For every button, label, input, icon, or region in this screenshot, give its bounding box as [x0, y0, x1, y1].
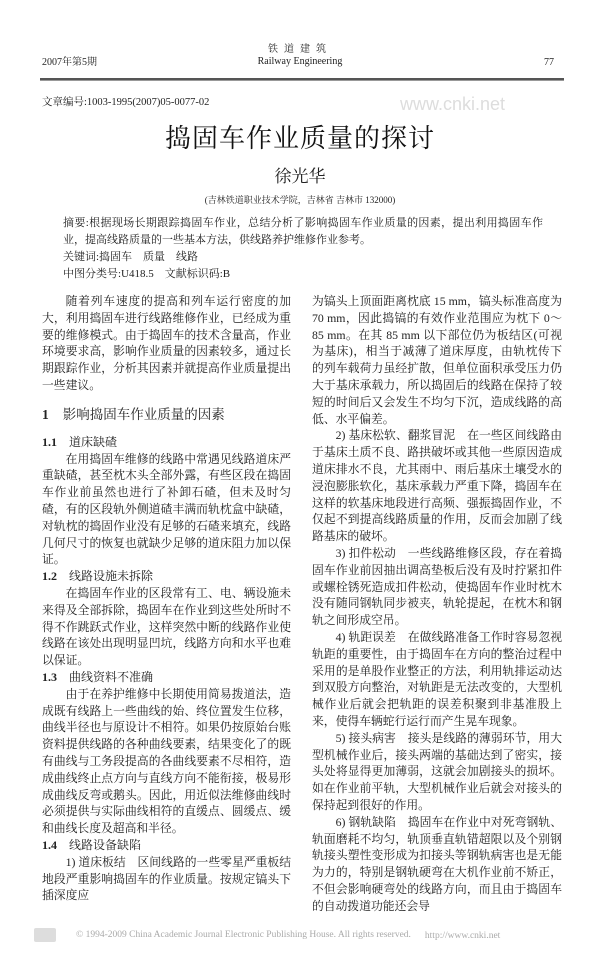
paragraph — [312, 427, 562, 545]
watermark: www.cnki.net — [400, 94, 506, 114]
subsection-title: 曲线资料不准确 — [69, 669, 154, 684]
subsection-number: 1.3 — [42, 669, 57, 684]
item-lead: 6) 钢轨缺陷 — [335, 814, 396, 829]
item-lead: 1) 道床板结 — [65, 854, 126, 869]
item-text: 在一些区间线路由于基床土质不良、路拱破坏或其他一些原因造成道床排水不良，尤其雨中、雨后基床土壤受水的浸泡膨胀软化，基床承载力严重下降，捣固车在这样的软基床地段进行高频、强振捣固作业，不仅起不到提高线路质量的作用，反而会加剧了线路基床的破坏。 — [312, 428, 562, 544]
paragraph: 由于在养护维修中长期使用简易拨道法，造成既有线路上一些曲线的始、终位置发生位移，曲线半径也与原设计不相符。如果仍按原始台账资料提供线路的各种曲线要素，结果变化了的既有曲线与工务段提高的各曲线要素不尽相符，造成曲线终止点方向与直线方向不能衔接，极易形成曲线反弯或鹅头。因此，用近似法维修曲线时必须提供与实际曲线相符的直缓点、圆缓点、缓和曲线长度及超高和半径。 — [42, 686, 291, 836]
subsection-heading — [42, 568, 291, 585]
footer — [0, 914, 600, 956]
subsection-number: 1.2 — [42, 569, 57, 584]
paper-title: 捣固车作业质量的探讨 — [164, 124, 435, 153]
paragraph: 在用捣固车维修的线路中常遇见线路道床严重缺碴，甚至枕木头全部外露，有些区段在捣固车作业前虽然也进行了补卸石碴，但未及时匀碴，有的区段轨外侧道碴丰满而轨枕盒中缺碴，对轨枕的捣固作业没有足够的石碴来填充，线路几何尺寸的恢复也就缺少足够的道床阻力加以保证。 — [42, 451, 291, 567]
paragraph — [312, 814, 562, 915]
journal-name-cn: 铁道建筑 — [268, 44, 332, 55]
subsection-title: 线路设备缺陷 — [69, 837, 142, 852]
item-lead: 5) 接头病害 — [335, 730, 396, 745]
header-rule — [40, 78, 564, 81]
affiliation: (吉林铁道职业技术学院，吉林省 吉林市 132000) — [204, 195, 396, 205]
paragraph: 在捣固车作业的区段常有工、电、辆设施未来得及全部拆除，捣固车在作业到这些处所时不得不作跳跃式作业，这样突然中断的线路作业使线路在该处出现明显凹坑，线路方向和水平也难以保证。 — [42, 585, 291, 668]
subsection-title: 道床缺碴 — [69, 434, 118, 449]
copyright-text: © 1994-2009 China Academic Journal Electronic Publishing House. All rights reserved. — [76, 930, 411, 941]
left-column — [42, 293, 291, 904]
paragraph — [312, 545, 562, 629]
item-text: 接头是线路的薄弱环节，用大型机械作业后，接头两端的基础达到了密实，接头处将显得更加薄弱，这就会加剧接头的损坏。如在作业前平轨，大型机械作业后就会对接头的保持起到很好的作用。 — [312, 730, 562, 812]
subsection-number: 1.1 — [42, 434, 57, 449]
item-text: 区间线路的一些零星严重板结地段严重影响捣固车的作业质量。按规定镐头下插深度应 — [42, 854, 291, 903]
item-lead: 4) 轨距误差 — [335, 629, 396, 644]
body-columns — [42, 293, 600, 914]
subsection-heading — [42, 434, 291, 451]
subsection-heading — [42, 669, 291, 686]
classification: 中图分类号:U418.5 文献标识码:B — [63, 268, 231, 280]
subsection-title: 线路设施未拆除 — [69, 569, 154, 584]
item-text: 捣固车在作业中对死弯钢轨、轨面磨耗不均匀，轨顶垂直轨错超限以及个别钢轨接头塑性变形成为扣接头等钢轨病害也是无能为力的，特别是钢轨硬弯在大机作业前不矫正，不但会影响硬弯处的线路方向，而且由于捣固车的自动拨道功能还会导 — [312, 814, 562, 913]
subsection-heading — [42, 837, 291, 854]
subsection-number: 1.4 — [42, 837, 57, 852]
journal-issue: 2007年第5期 — [42, 57, 97, 68]
paragraph — [312, 629, 562, 730]
section-heading — [42, 406, 291, 424]
paragraph — [312, 730, 562, 814]
page-number: 77 — [544, 57, 554, 68]
keywords: 关键词:捣固车 质量 线路 — [63, 251, 199, 263]
footer-link[interactable]: http://www.cnki.net — [424, 930, 501, 941]
article-number: 文章编号:1003-1995(2007)05-0077-02 — [42, 97, 210, 108]
journal-name — [200, 44, 400, 68]
paragraph — [42, 854, 291, 904]
cnki-logo-icon — [34, 928, 56, 942]
item-text: 在做线路准备工作时容易忽视轨距的重要性，由于捣固车在方向的整治过程中采用的是单股作业整正的方法，利用轨排运动达到双股方向整治，对轨距是无法改变的，大型机械作业后就会把轨距的误差积聚到非基准股上来，使得车辆蛇行运行而产生晃车现象。 — [312, 629, 562, 728]
paragraph-continued: 为镐头上顶面距离枕底 15 mm，镐头标准高度为 70 mm，因此捣镐的有效作业范围应为枕下 0～85 mm。在其 85 mm 以下部位仍为板结区(可视为基床)，相当于减薄了道床厚度，由轨枕传下的列车载荷力虽经扩散，但单位面积承受压力仍大于基床承载力，所以捣固后的线路在保持了较短的时间后又会发生不均匀下沉，造成线路的高低、水平偏差。 — [312, 294, 562, 426]
section-number: 1 — [42, 406, 49, 422]
right-column — [312, 293, 562, 914]
item-text: 一些线路维修区段，存在着捣固车作业前因抽出调高垫板后没有及时拧紧扣件或螺栓锈死造成扣件松动，使捣固车作业时枕木没有随同钢轨同步被夹，轨轮提起，在枕木和钢轨之间形成空吊。 — [312, 545, 562, 628]
intro-paragraph: 随着列车速度的提高和列车运行密度的加大，利用捣固车进行线路维修作业，已经成为重要的维修模式。由于捣固车的技术含量高，作业环境要求高，影响作业质量的因素较多，通过长期跟踪作业，分析其因素并就提高作业质量提出一些建议。 — [42, 294, 291, 392]
item-lead: 2) 基床松软、翻浆冒泥 — [335, 428, 456, 443]
abstract: 摘要:根据现场长期跟踪捣固车作业，总结分析了影响捣固车作业质量的因素，提出利用捣固车作业，提高线路质量的一些基本方法，供线路养护维修作业参考。 — [63, 217, 543, 246]
item-lead: 3) 扣件松动 — [335, 545, 396, 560]
section-title: 影响捣固车作业质量的因素 — [62, 406, 225, 422]
author: 徐光华 — [274, 167, 326, 186]
journal-name-en: Railway Engineering — [257, 56, 343, 67]
